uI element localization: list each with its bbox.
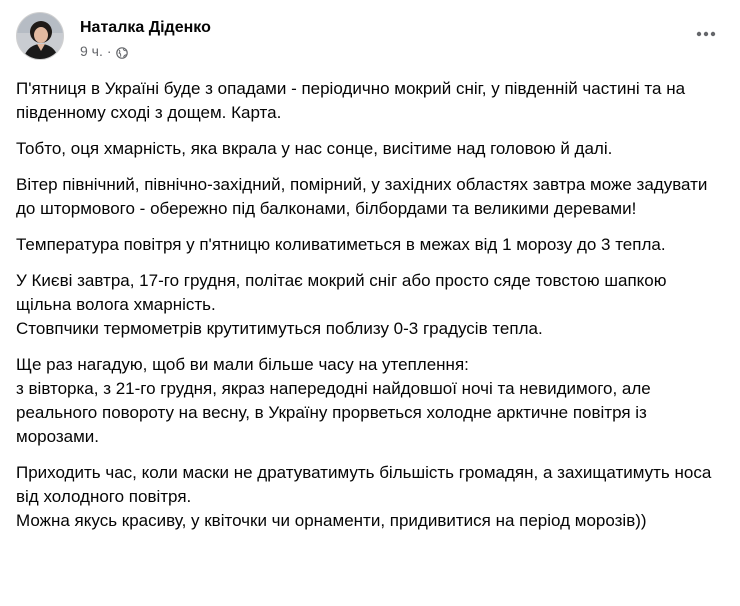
avatar-photo [17,13,64,60]
post-paragraph [16,269,726,341]
post-line: Стовпчики термометрів крутитимуться поблизу 0-3 градусів тепла. [16,319,543,338]
post-line: П'ятниця в Україні буде з опадами - періодично мокрий сніг, у південній частині та на південному сході з дощем. Карта. [16,79,686,122]
more-horizontal-icon [696,31,716,37]
post-line: Приходить час, коли маски не дратуватимуть більшість громадян, а захищатимуть носа від холодного повітря. [16,463,712,506]
post-line: У Києві завтра, 17-го грудня, політає мокрий сніг або просто сяде товстою шапкою щільна волога хмарність. [16,271,667,314]
author-name[interactable]: Наталка Діденко [80,19,211,36]
post-meta [80,42,128,60]
post-paragraph [16,461,726,533]
post-header [16,12,724,62]
meta-separator: · [106,43,112,59]
globe-icon[interactable] [116,45,128,57]
post-line: Температура повітря у п'ятницю коливатиметься в межах від 1 морозу до 3 тепла. [16,235,666,254]
post-paragraph [16,137,726,161]
post-time[interactable]: 9 ч. [80,43,103,59]
post-line: Вітер північний, північно-західний, помірний, у західних областях завтра може задувати до штормового - обережно під балконами, білбордами та великими деревами! [16,175,708,218]
post-options-button[interactable] [688,16,724,52]
post-paragraph [16,173,726,221]
post-paragraph [16,77,726,125]
author-avatar[interactable] [16,12,64,60]
post-line: з вівторка, з 21-го грудня, якраз напередодні найдовшої ночі та невидимого, але реального повороту на весну, в Україну прорветься холодне арктичне повітря із морозами. [16,379,651,446]
post-paragraph [16,353,726,449]
post-line: Ще раз нагадую, щоб ви мали більше часу на утеплення: [16,355,469,374]
post-line: Можна якусь красиву, у квіточки чи орнаменти, придивитися на період морозів)) [16,511,647,530]
post-text [16,77,726,545]
post-line: Тобто, оця хмарність, яка вкрала у нас сонце, висітиме над головою й далі. [16,139,613,158]
post-paragraph [16,233,726,257]
